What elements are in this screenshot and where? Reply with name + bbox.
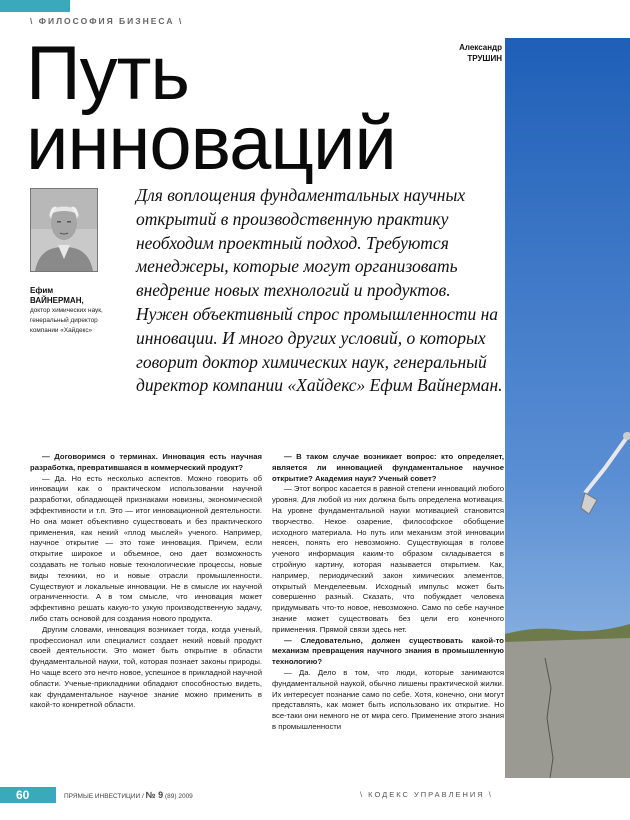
author-byline [459, 42, 502, 64]
illustration-photo [505, 38, 630, 778]
answer-paragraph: — Да. Но есть несколько аспектов. Можно говорить об инновации как о практическом использовании научной разработки, обладающей признаками новизны, экономической эффективности и т.п. Это — итог инновационной деятельности. Но она может объективно существовать и без практического применения, как некий «плод мыслей» ученого. Например, научное открытие — это тоже инновация. Причем, если открытие широкое и объемное, оно дает возможность создавать не только новые технологические процессы, новые виды техники, но и новые отрасли промышленности. Существуют и локальные инновации. Не в смысле их научной ограниченности. А в том смысле, что инновация может эффективно решать какую-то узкую производственную задачу, либо стать основой для создания нового продукта. [30, 473, 262, 623]
text-column-1 [30, 452, 262, 711]
question-paragraph: — Следовательно, должен существовать какой-то механизм превращения научного знания в промышленную технологию? [272, 635, 504, 667]
sky-crane-illustration [505, 38, 630, 778]
footer-magazine-name: ПРЯМЫЕ ИНВЕСТИЦИИ / [64, 793, 144, 800]
article-title-line1: Путь [26, 31, 190, 116]
question-paragraph: — Договоримся о терминах. Инновация есть научная разработка, превратившаяся в коммерческий продукт? [30, 452, 262, 472]
portrait-image [31, 189, 97, 271]
section-label: \ ФИЛОСОФИЯ БИЗНЕСА \ [30, 16, 184, 26]
answer-paragraph: Другим словами, инновация возникает тогда, когда ученый, профессионал или специалист создает некий новый продукт своей деятельности. Это может быть открытие в области фундаментальной науки, той, которая познает законы природы. Но чаще всего это нечто новое, успешное в прикладной научной области. Ученые-прикладники обладают способностью видеть, как фундаментальное научное знание можно применить в какой-то конкретной области. [30, 624, 262, 710]
footer-section-label: \ КОДЕКС УПРАВЛЕНИЯ \ [360, 790, 493, 799]
answer-paragraph: — Да. Дело в том, что люди, которые занимаются фундаментальной наукой, обычно лишены практической жилки. Их интересует познание само по себе. Хотя, конечно, они могут представлять, как может быть использовано их открытие. Но все-таки они немного не от мира сего. Применение этого знания в промышленности [272, 667, 504, 731]
interviewee-bio [30, 286, 108, 336]
footer-issue-year: (89) 2009 [164, 793, 193, 800]
question-paragraph: — В таком случае возникает вопрос: кто определяет, является ли инновацией фундаментальное научное открытие? Академия наук? Ученый совет? [272, 452, 504, 483]
article-lede: Для воплощения фундаментальных научных открытий в производственную практику необходим проектный подход. Требуются менеджеры, которые могут организовать внедрение новых технологий и продуктов. Нужен объективный спрос промышленности на инновации. И много других условий, о которых говорит доктор химических наук, генеральный директор компании «Хайдекс» Ефим Вайнерман. [136, 185, 503, 396]
interviewee-title: доктор химических наук, генеральный директор компании «Хайдекс» [30, 307, 103, 334]
text-column-2 [272, 452, 504, 733]
interviewee-first-name: Ефим [30, 286, 54, 295]
interviewee-portrait [30, 188, 98, 272]
footer-magazine [64, 789, 193, 803]
article-title-line2: инноваций [26, 101, 396, 186]
answer-paragraph: — Этот вопрос касается в равной степени инноваций любого уровня. Для любой из них должна быть определена мотивация. На уровне фундаментальной науки мотивацией становится творчество. Некое озарение, философское обобщение исходного материала. Но путь или механизм этой инновации неясен, понять его невозможно. Существующая в голове ученого информация каким-то образом складывается в стройную картину, которая называется открытием. Как, например, периодический закон химических элементов, открытый Менделеевым. Исходный импульс может быть совершенно разный. Сказать, что побуждает человека придумывать что-то новое, невозможно. Само по себе научное знание может существовать без цели его конечного применения. Прямой связи здесь нет. [272, 484, 504, 634]
top-accent-bar [0, 0, 70, 12]
author-last-name: ТРУШИН [467, 54, 502, 63]
footer-issue-number: № 9 [145, 790, 164, 800]
interviewee-last-name: ВАЙНЕРМАН, [30, 296, 84, 305]
page-number: 60 [16, 788, 30, 802]
author-first-name: Александр [459, 43, 502, 52]
